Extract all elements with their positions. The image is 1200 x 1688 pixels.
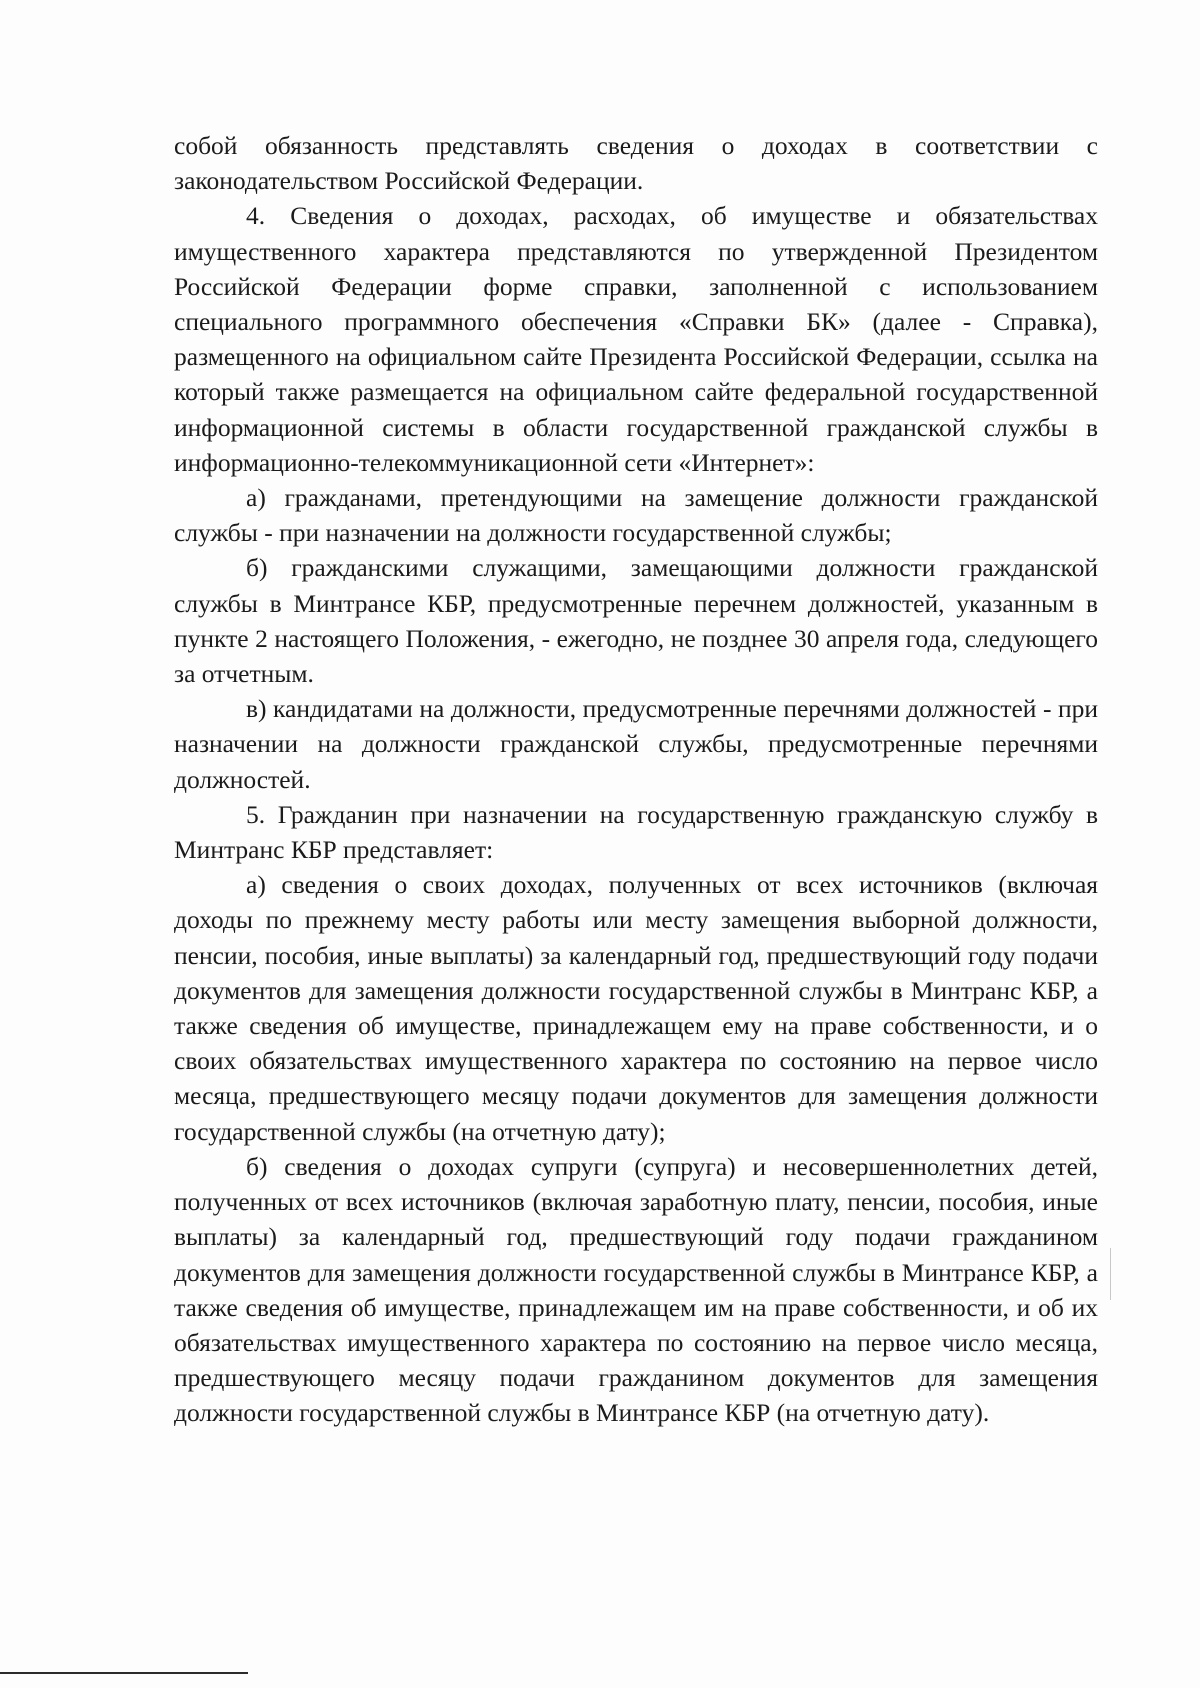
paragraph-item-4v: в) кандидатами на должности, предусмотренные перечнями должностей - при назначении на должности гражданской службы, предусмотренные перечнями должностей. bbox=[174, 694, 1098, 794]
paragraph-item-4a: а) гражданами, претендующими на замещение должности гражданской службы - при назначении на должности государственной службы; bbox=[174, 483, 1098, 548]
paragraph-item-5: 5. Гражданин при назначении на государственную гражданскую службу в Минтранс КБР представляет: bbox=[174, 799, 1098, 865]
scan-margin-mark bbox=[1110, 1248, 1111, 1300]
paragraph-item-5a: а) сведения о своих доходах, полученных от всех источников (включая доходы по прежнему месту работы или месту замещения выборной должности, пенсии, пособия, иные выплаты) за календарный год, предшествующий году подачи документов для замещения должности государственной службы в Минтранс КБР, а также сведения об имуществе, принадлежащем ему на праве собственности, и о своих обязательствах имущественного характера по состоянию на первое число месяца, предшествующего месяцу подачи документов для замещения должности государственной службы (на отчетную дату); bbox=[174, 870, 1098, 1146]
paragraph-item-5b: б) сведения о доходах супруги (супруга) и несовершеннолетних детей, полученных от всех источников (включая заработную плату, пенсии, пособия, иные выплаты) за календарный год, предшествующий году подачи гражданином документов для замещения должности государственной службы в Минтрансе КБР, а также сведения об имуществе, принадлежащем им на праве собственности, и об их обязательствах имущественного характера по состоянию на первое число месяца, предшествующего месяцу подачи гражданином документов для замещения должности государственной службы в Минтрансе КБР (на отчетную дату). bbox=[174, 1151, 1098, 1428]
paragraph-item-4b: б) гражданскими служащими, замещающими должности гражданской службы в Минтрансе КБР, предусмотренные перечнем должностей, указанным в пункте 2 настоящего Положения, - ежегодно, не позднее 30 апреля года, следующего за отчетным. bbox=[174, 553, 1098, 689]
document-body bbox=[174, 128, 1098, 1431]
paragraph-continuation: собой обязанность представлять сведения о доходах в соответствии с законодательством Российской Федерации. bbox=[174, 131, 1098, 196]
footnote-rule bbox=[0, 1672, 248, 1674]
paragraph-item-4: 4. Сведения о доходах, расходах, об имуществе и обязательствах имущественного характера представляются по утвержденной Президентом Российской Федерации форме справки, заполненной с использованием специального программного обеспечения «Справки БК» (далее - Справка), размещенного на официальном сайте Президента Российской Федерации, ссылка на который также размещается на официальном сайте федеральной государственной информационной системы в области государственной гражданской службы в информационно-телекоммуникационной сети «Интернет»: bbox=[174, 201, 1098, 477]
